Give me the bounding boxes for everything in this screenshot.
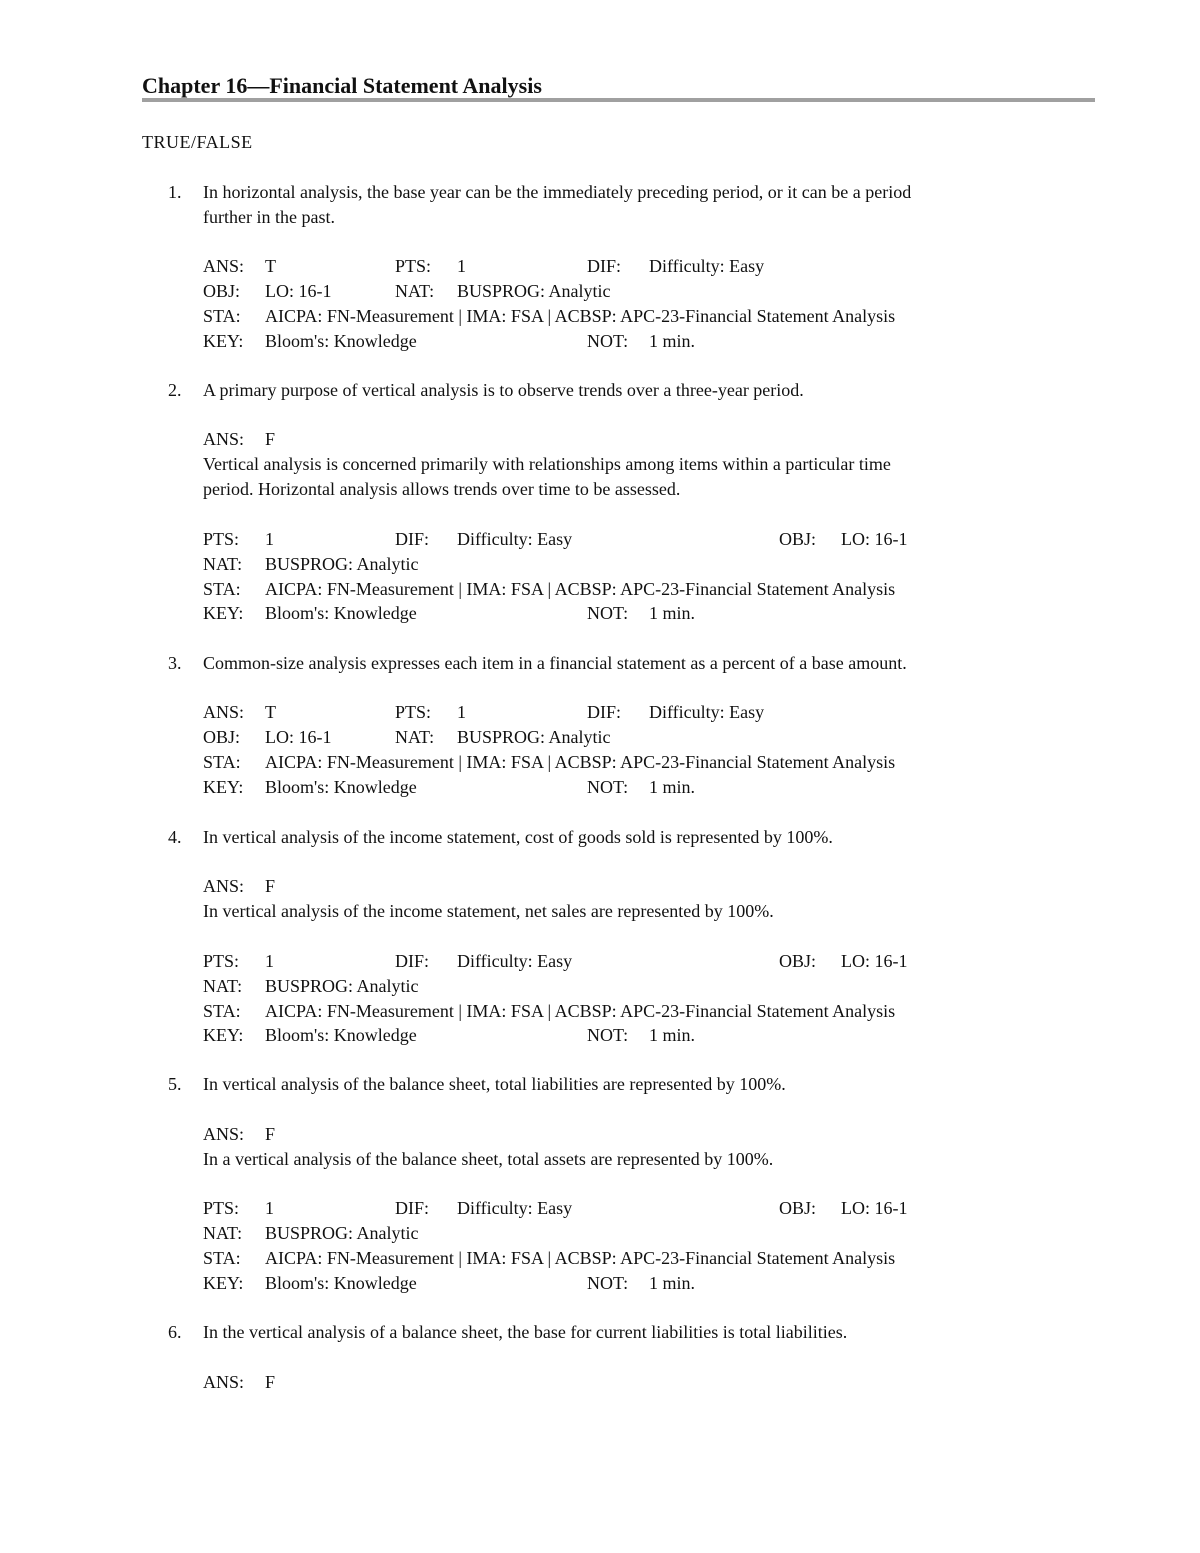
dif-label: DIF:: [395, 951, 430, 971]
not-value: 1 min.: [649, 1025, 696, 1045]
question-text: [203, 180, 1073, 229]
ans-value: T: [265, 256, 276, 276]
key-label: KEY:: [203, 777, 244, 797]
key-value: Bloom's: Knowledge: [265, 1273, 417, 1293]
not-label: NOT:: [587, 1273, 629, 1293]
sta-label: STA:: [203, 579, 241, 599]
question-text-line: In horizontal analysis, the base year can be the immediately preceding period, or it can be a period: [203, 182, 912, 202]
question-text: [203, 378, 1073, 403]
obj-label: OBJ:: [779, 529, 817, 549]
pts-label: PTS:: [203, 1198, 240, 1218]
dif-value: Difficulty: Easy: [457, 1198, 573, 1218]
nat-value: BUSPROG: Analytic: [265, 1223, 419, 1243]
explanation-line: period. Horizontal analysis allows trends over time to be assessed.: [203, 478, 681, 499]
sta-label: STA:: [203, 1001, 241, 1021]
ans-label: ANS:: [203, 1372, 245, 1392]
not-value: 1 min.: [649, 603, 696, 623]
obj-value: LO: 16-1: [841, 1198, 908, 1218]
question-number: 5.: [168, 1074, 182, 1094]
ans-value: F: [265, 1372, 276, 1392]
nat-label: NAT:: [203, 554, 243, 574]
obj-value: LO: 16-1: [265, 727, 332, 747]
nat-label: NAT:: [395, 281, 435, 301]
key-label: KEY:: [203, 331, 244, 351]
ans-label: ANS:: [203, 1124, 245, 1144]
not-value: 1 min.: [649, 331, 696, 351]
answer-explanation: [203, 1147, 1063, 1172]
question-text-line: In vertical analysis of the balance sheet, total liabilities are represented by 100%.: [203, 1074, 786, 1094]
not-label: NOT:: [587, 331, 629, 351]
ans-value: F: [265, 876, 276, 896]
pts-value: 1: [265, 1198, 274, 1218]
dif-label: DIF:: [587, 256, 622, 276]
nat-value: BUSPROG: Analytic: [457, 727, 611, 747]
chapter-title: Chapter 16—Financial Statement Analysis: [142, 73, 542, 98]
pts-label: PTS:: [203, 529, 240, 549]
key-value: Bloom's: Knowledge: [265, 603, 417, 623]
nat-label: NAT:: [395, 727, 435, 747]
question-text-line: further in the past.: [203, 206, 335, 227]
answer-explanation: [203, 452, 1063, 501]
key-value: Bloom's: Knowledge: [265, 1025, 417, 1045]
pts-value: 1: [265, 951, 274, 971]
question-text: [203, 1320, 1073, 1345]
question-number: 6.: [168, 1322, 182, 1342]
dif-label: DIF:: [587, 702, 622, 722]
not-label: NOT:: [587, 1025, 629, 1045]
not-value: 1 min.: [649, 777, 696, 797]
sta-value: AICPA: FN-Measurement | IMA: FSA | ACBSP: APC-23-Financial Statement Analysis: [265, 306, 896, 326]
ans-label: ANS:: [203, 429, 245, 449]
key-label: KEY:: [203, 603, 244, 623]
obj-label: OBJ:: [779, 1198, 817, 1218]
pts-label: PTS:: [395, 702, 432, 722]
answer-explanation: [203, 899, 1063, 924]
ans-value: T: [265, 702, 276, 722]
explanation-line: In a vertical analysis of the balance sheet, total assets are represented by 100%.: [203, 1149, 774, 1169]
obj-value: LO: 16-1: [841, 529, 908, 549]
key-label: KEY:: [203, 1025, 244, 1045]
key-label: KEY:: [203, 1273, 244, 1293]
question-text: [203, 1072, 1073, 1097]
obj-value: LO: 16-1: [841, 951, 908, 971]
ans-label: ANS:: [203, 876, 245, 896]
sta-label: STA:: [203, 752, 241, 772]
question-text: [203, 651, 1073, 676]
question-text-line: In vertical analysis of the income statement, cost of goods sold is represented by 100%.: [203, 827, 833, 847]
obj-label: OBJ:: [203, 281, 241, 301]
ans-label: ANS:: [203, 256, 245, 276]
nat-value: BUSPROG: Analytic: [457, 281, 611, 301]
dif-label: DIF:: [395, 1198, 430, 1218]
pts-label: PTS:: [395, 256, 432, 276]
pts-value: 1: [457, 256, 466, 276]
question-number: 1.: [168, 182, 182, 202]
question-number: 3.: [168, 653, 182, 673]
sta-label: STA:: [203, 306, 241, 326]
obj-label: OBJ:: [779, 951, 817, 971]
question-text: [203, 825, 1073, 850]
question-text-line: In the vertical analysis of a balance sheet, the base for current liabilities is total liabilities.: [203, 1322, 848, 1342]
explanation-line: In vertical analysis of the income statement, net sales are represented by 100%.: [203, 901, 774, 921]
nat-value: BUSPROG: Analytic: [265, 554, 419, 574]
nat-label: NAT:: [203, 976, 243, 996]
nat-label: NAT:: [203, 1223, 243, 1243]
section-heading: TRUE/FALSE: [142, 132, 253, 152]
title-rule: [142, 98, 1095, 102]
pts-label: PTS:: [203, 951, 240, 971]
dif-value: Difficulty: Easy: [649, 702, 765, 722]
dif-label: DIF:: [395, 529, 430, 549]
question-text-line: Common-size analysis expresses each item in a financial statement as a percent of a base amount.: [203, 653, 907, 673]
sta-value: AICPA: FN-Measurement | IMA: FSA | ACBSP: APC-23-Financial Statement Analysis: [265, 1248, 896, 1268]
ans-value: F: [265, 1124, 276, 1144]
sta-value: AICPA: FN-Measurement | IMA: FSA | ACBSP: APC-23-Financial Statement Analysis: [265, 1001, 896, 1021]
ans-value: F: [265, 429, 276, 449]
sta-value: AICPA: FN-Measurement | IMA: FSA | ACBSP: APC-23-Financial Statement Analysis: [265, 579, 896, 599]
pts-value: 1: [265, 529, 274, 549]
dif-value: Difficulty: Easy: [457, 529, 573, 549]
dif-value: Difficulty: Easy: [457, 951, 573, 971]
question-number: 4.: [168, 827, 182, 847]
key-value: Bloom's: Knowledge: [265, 777, 417, 797]
not-label: NOT:: [587, 777, 629, 797]
ans-label: ANS:: [203, 702, 245, 722]
dif-value: Difficulty: Easy: [649, 256, 765, 276]
sta-label: STA:: [203, 1248, 241, 1268]
question-number: 2.: [168, 380, 182, 400]
pts-value: 1: [457, 702, 466, 722]
obj-label: OBJ:: [203, 727, 241, 747]
not-value: 1 min.: [649, 1273, 696, 1293]
key-value: Bloom's: Knowledge: [265, 331, 417, 351]
sta-value: AICPA: FN-Measurement | IMA: FSA | ACBSP: APC-23-Financial Statement Analysis: [265, 752, 896, 772]
not-label: NOT:: [587, 603, 629, 623]
question-text-line: A primary purpose of vertical analysis is to observe trends over a three-year period.: [203, 380, 804, 400]
explanation-line: Vertical analysis is concerned primarily with relationships among items within a particular time: [203, 454, 891, 474]
nat-value: BUSPROG: Analytic: [265, 976, 419, 996]
obj-value: LO: 16-1: [265, 281, 332, 301]
